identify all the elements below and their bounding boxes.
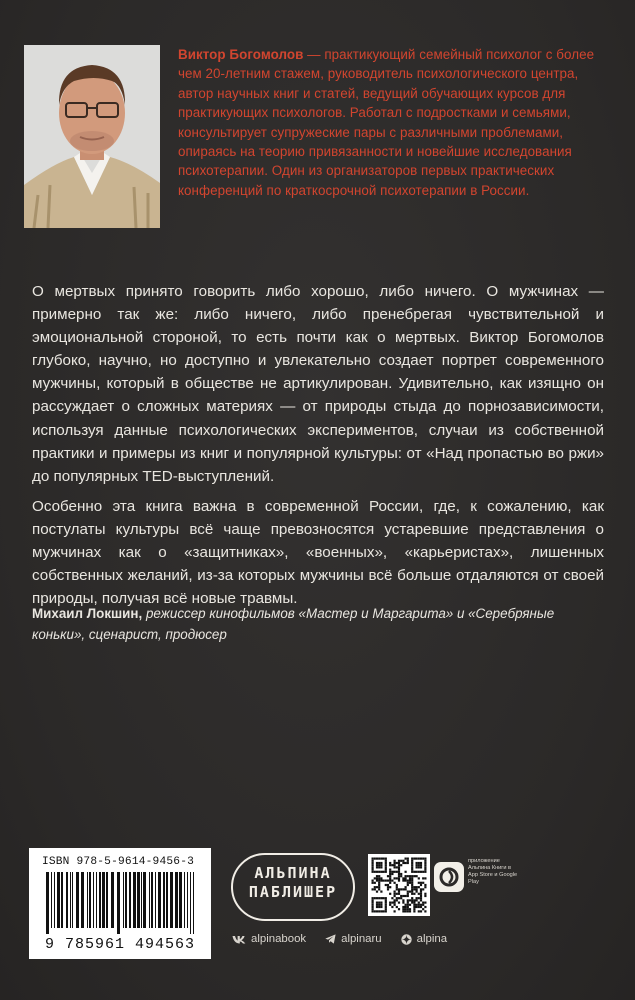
dzen-icon bbox=[401, 934, 412, 945]
telegram-icon bbox=[325, 934, 336, 944]
description-paragraph-2: Особенно эта книга важна в современной России, где, к сожалению, как постулаты культуры всё чаще превозносятся устаревшие представления о мужчинах как о «защитниках», «военных», «карьеристах», лишенных собственных желаний, из-за которых мужчины всё больше отдаляются от своей природы, получая всё новые травмы. bbox=[32, 497, 604, 608]
author-photo bbox=[24, 45, 160, 228]
barcode-number: 9 785961 494563 bbox=[44, 936, 196, 953]
author-bio-text: — практикующий семейный психолог с более чем 20-летним стажем, руководитель психологического центра, автор научных книг и статей, ведущий обучающих курсов для практикующих психологов. Работал с подростками и семьями, консультирует супружеские пары с различными проблемами, опираясь на теорию привязанности и новейшие исследования психотерапии. Один из организаторов первых практических конференций по краткосрочной психотерапии в России. bbox=[178, 47, 595, 198]
description-paragraph-1: О мертвых принято говорить либо хорошо, либо ничего. О мужчинах — примерно так же: либо ничего, либо пренебрегая чувствительной и эмоциональной стороной, то есть почти как о мертвых. Виктор Богомолов глубоко, научно, но доступно и увлекательно создает портрет современного мужчины, который в обществе не артикулирован. Удивительно, как изящно он рассуждает о сложных материях — от природы стыда до порнозависимости, используя данные психологических экспериментов, случаи из собственной практики и примеры из книг и популярной культуры: от «Над пропастью во ржи» до популярных TED-выступлений. bbox=[32, 283, 604, 485]
author-name: Виктор Богомолов bbox=[178, 47, 304, 62]
social-dzen-label: alpina bbox=[416, 933, 448, 945]
social-vk[interactable] bbox=[232, 933, 306, 945]
social-vk-label: alpinabook bbox=[251, 933, 307, 945]
social-dzen[interactable] bbox=[401, 933, 447, 945]
social-links bbox=[232, 931, 552, 947]
app-promo-text: приложение Альпина Книги в App Store и Google Play bbox=[468, 858, 518, 885]
logo-line-2: ПАБЛИШЕР bbox=[248, 883, 338, 901]
reviewer-role: режиссер кинофильмов «Мастер и Маргарита» и «Серебряные коньки», сценарист, продюсер bbox=[32, 606, 555, 642]
vk-icon bbox=[232, 935, 246, 944]
book-description bbox=[32, 280, 604, 610]
social-telegram[interactable] bbox=[325, 933, 382, 945]
barcode-icon bbox=[46, 872, 196, 934]
social-telegram-label: alpinaru bbox=[341, 933, 382, 945]
isbn-label: ISBN 978-5-9614-9456-3 bbox=[41, 856, 195, 868]
qr-code-icon bbox=[368, 854, 430, 916]
reviewer-name: Михаил Локшин, bbox=[32, 606, 143, 621]
review-attribution bbox=[32, 604, 604, 645]
logo-line-1: АЛЬПИНА bbox=[254, 864, 332, 882]
author-bio bbox=[178, 45, 603, 200]
publisher-logo bbox=[231, 853, 355, 921]
app-logo-icon bbox=[434, 862, 464, 892]
